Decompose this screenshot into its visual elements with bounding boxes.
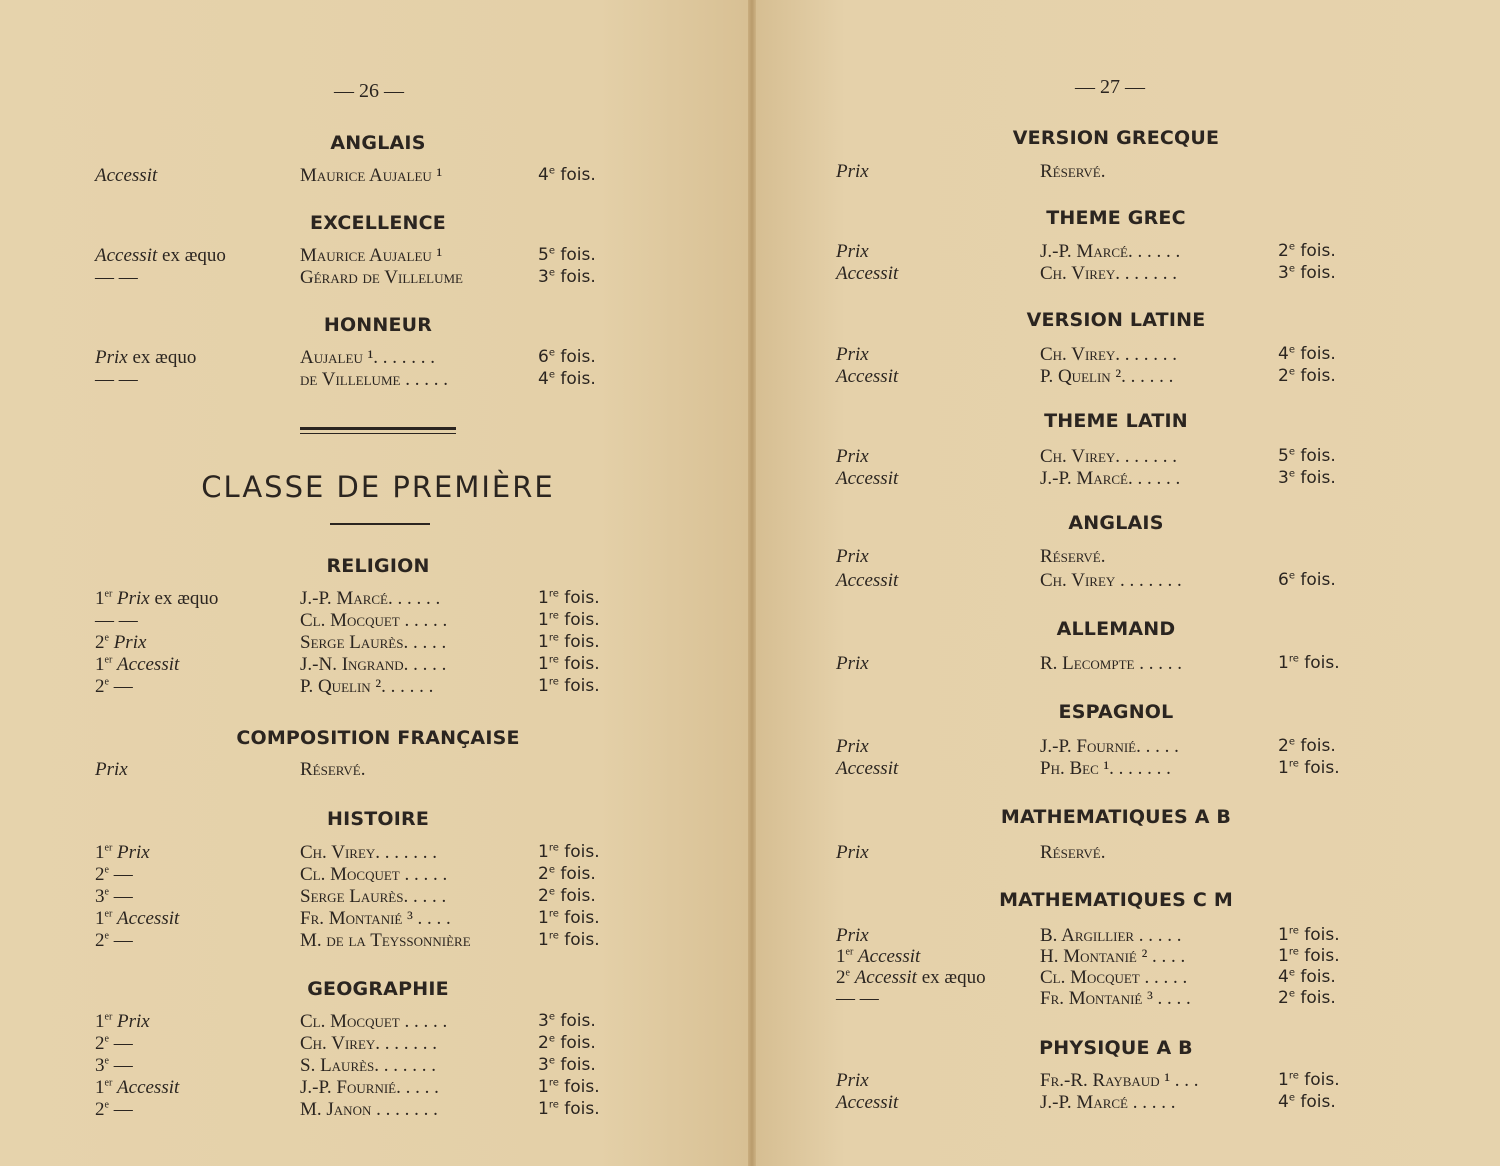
prize-row [756, 546, 1500, 568]
award-label: 2e Prix [95, 632, 147, 653]
times-count: 2e fois. [538, 1033, 596, 1053]
student-name: Cl. Mocquet . . . . . [300, 610, 448, 631]
section-heading: PHYSIQUE A B [1039, 1037, 1193, 1059]
prize-row [0, 908, 748, 930]
times-count: 1re fois. [538, 842, 600, 862]
prize-row [756, 736, 1500, 758]
prize-row [0, 759, 748, 781]
page-number: — 27 — [1075, 76, 1145, 98]
student-name: Maurice Aujaleu ¹ [300, 245, 443, 266]
times-count: 3e fois. [1278, 468, 1336, 488]
award-label: Prix [836, 446, 869, 467]
award-label: Accessit [836, 263, 899, 284]
times-count: 1re fois. [538, 654, 600, 674]
student-name: Ch. Virey. . . . . . . [1040, 263, 1178, 284]
student-name: J.-N. Ingrand. . . . . [300, 654, 447, 675]
prize-row [0, 864, 748, 886]
times-count: 1re fois. [538, 676, 600, 696]
award-label: Prix ex æquo [95, 347, 197, 368]
prize-row [756, 1070, 1500, 1092]
student-name: H. Montanié ² . . . . [1040, 946, 1186, 967]
award-label: Accessit [836, 468, 899, 489]
prize-row [756, 967, 1500, 989]
award-label: — — [95, 610, 138, 631]
prize-row [0, 676, 748, 698]
prize-row [756, 653, 1500, 675]
prize-row [756, 1092, 1500, 1114]
prize-row [0, 842, 748, 864]
section-heading: COMPOSITION FRANÇAISE [236, 727, 520, 749]
student-name: Ch. Virey . . . . . . . [1040, 570, 1182, 591]
section-heading: MATHEMATIQUES A B [1000, 806, 1232, 828]
prize-row [0, 245, 748, 267]
times-count: 2e fois. [1278, 366, 1336, 386]
section-heading: EXCELLENCE [310, 212, 446, 234]
times-count: 1re fois. [538, 1099, 600, 1119]
award-label: Prix [836, 241, 869, 262]
times-count: 4e fois. [1278, 1092, 1336, 1112]
prize-row [756, 758, 1500, 780]
award-label: 2e — [95, 676, 133, 697]
student-name: Cl. Mocquet . . . . . [300, 864, 448, 885]
times-count: 3e fois. [538, 1011, 596, 1031]
award-label: 1er Accessit [95, 654, 180, 675]
award-label: 2e Accessit ex æquo [836, 967, 986, 988]
prize-row [756, 161, 1500, 183]
prize-row [0, 886, 748, 908]
times-count: 3e fois. [538, 1055, 596, 1075]
student-name: Ch. Virey. . . . . . . [300, 1033, 438, 1054]
award-label: Prix [836, 653, 869, 674]
student-name: S. Laurès. . . . . . . [300, 1055, 437, 1076]
left-page [0, 0, 748, 1166]
times-count: 6e fois. [538, 347, 596, 367]
award-label: Accessit [836, 366, 899, 387]
section-heading: RELIGION [326, 555, 430, 577]
student-name: J.-P. Marcé. . . . . . [300, 588, 441, 609]
student-name: Fr. Montanié ³ . . . . [300, 908, 451, 929]
times-count: 1re fois. [1278, 653, 1340, 673]
title-rule [330, 523, 430, 525]
award-label: Prix [836, 344, 869, 365]
times-count: 2e fois. [538, 886, 596, 906]
times-count: 2e fois. [538, 864, 596, 884]
award-label: Prix [836, 736, 869, 757]
times-count: 1re fois. [538, 610, 600, 630]
prize-row [756, 468, 1500, 490]
prize-row [0, 1033, 748, 1055]
right-page [756, 0, 1500, 1166]
student-name: Cl. Mocquet . . . . . [1040, 967, 1188, 988]
award-label: 1er Prix ex æquo [95, 588, 219, 609]
award-label: 1er Prix [95, 1011, 150, 1032]
student-name: J.-P. Fournié. . . . . [1040, 736, 1179, 757]
student-name: Réservé. [1040, 546, 1106, 567]
times-count: 1re fois. [538, 930, 600, 950]
prize-row [0, 632, 748, 654]
prize-row [0, 1011, 748, 1033]
prize-row [756, 842, 1500, 864]
prize-row [0, 1055, 748, 1077]
award-label: Prix [836, 1070, 869, 1091]
section-heading: GEOGRAPHIE [307, 978, 449, 1000]
student-name: P. Quelin ². . . . . . [1040, 366, 1174, 387]
times-count: 2e fois. [1278, 736, 1336, 756]
award-label: 2e — [95, 930, 133, 951]
award-label: Prix [836, 161, 869, 182]
times-count: 1re fois. [1278, 758, 1340, 778]
times-count: 3e fois. [538, 267, 596, 287]
section-heading: ALLEMAND [1056, 618, 1176, 640]
award-label: 1er Prix [95, 842, 150, 863]
award-label: 2e — [95, 864, 133, 885]
class-title: CLASSE DE PREMIÈRE [201, 470, 555, 504]
times-count: 2e fois. [1278, 241, 1336, 261]
student-name: Réservé. [300, 759, 366, 780]
prize-row [756, 344, 1500, 366]
prize-row [0, 610, 748, 632]
prize-row [0, 1099, 748, 1121]
award-label: Prix [95, 759, 128, 780]
student-name: Serge Laurès. . . . . [300, 886, 447, 907]
prize-row [0, 165, 748, 187]
award-label: Accessit [836, 570, 899, 591]
times-count: 5e fois. [538, 245, 596, 265]
double-rule [300, 433, 456, 434]
times-count: 1re fois. [1278, 946, 1340, 966]
award-label: — — [95, 369, 138, 390]
student-name: M. de la Teyssonnière [300, 930, 471, 951]
award-label: 2e — [95, 1033, 133, 1054]
times-count: 4e fois. [538, 165, 596, 185]
award-label: 2e — [95, 1099, 133, 1120]
times-count: 2e fois. [1278, 988, 1336, 1008]
section-heading: THEME GREC [1046, 207, 1186, 229]
student-name: Réservé. [1040, 161, 1106, 182]
section-heading: MATHEMATIQUES C M [999, 889, 1233, 911]
prize-row [0, 654, 748, 676]
award-label: 3e — [95, 886, 133, 907]
section-heading: ANGLAIS [330, 132, 426, 154]
award-label: 1er Accessit [836, 946, 921, 967]
award-label: Prix [836, 842, 869, 863]
student-name: Ch. Virey. . . . . . . [1040, 446, 1178, 467]
student-name: M. Janon . . . . . . . [300, 1099, 438, 1120]
award-label: Prix [836, 546, 869, 567]
student-name: J.-P. Marcé . . . . . [1040, 1092, 1176, 1113]
student-name: Fr. Montanié ³ . . . . [1040, 988, 1191, 1009]
book-gutter [748, 0, 756, 1166]
times-count: 1re fois. [538, 588, 600, 608]
section-heading: ANGLAIS [1068, 512, 1164, 534]
prize-row [756, 241, 1500, 263]
section-heading: VERSION GRECQUE [1012, 127, 1220, 149]
prize-row [0, 369, 748, 391]
award-label: Accessit ex æquo [95, 245, 226, 266]
student-name: J.-P. Marcé. . . . . . [1040, 468, 1181, 489]
prize-row [756, 925, 1500, 947]
times-count: 1re fois. [538, 1077, 600, 1097]
times-count: 3e fois. [1278, 263, 1336, 283]
section-heading: HONNEUR [323, 314, 433, 336]
award-label: Accessit [95, 165, 158, 186]
award-label: — — [95, 267, 138, 288]
student-name: J.-P. Fournié. . . . . [300, 1077, 439, 1098]
times-count: 1re fois. [538, 908, 600, 928]
prize-row [0, 1077, 748, 1099]
prize-row [756, 570, 1500, 592]
prize-row [0, 347, 748, 369]
student-name: J.-P. Marcé. . . . . . [1040, 241, 1181, 262]
times-count: 5e fois. [1278, 446, 1336, 466]
student-name: de Villelume . . . . . [300, 369, 448, 390]
student-name: Ph. Bec ¹. . . . . . . [1040, 758, 1171, 779]
student-name: Fr.-R. Raybaud ¹ . . . [1040, 1070, 1199, 1091]
student-name: Serge Laurès. . . . . [300, 632, 447, 653]
award-label: Prix [836, 925, 869, 946]
prize-row [756, 988, 1500, 1010]
prize-row [0, 588, 748, 610]
prize-row [756, 263, 1500, 285]
double-rule [300, 427, 456, 430]
award-label: Accessit [836, 1092, 899, 1113]
award-label: — — [836, 988, 879, 1009]
student-name: Cl. Mocquet . . . . . [300, 1011, 448, 1032]
section-heading: THEME LATIN [1044, 410, 1188, 432]
award-label: 1er Accessit [95, 908, 180, 929]
student-name: Gérard de Villelume [300, 267, 463, 288]
section-heading: VERSION LATINE [1026, 309, 1206, 331]
prize-row [756, 366, 1500, 388]
award-label: 1er Accessit [95, 1077, 180, 1098]
times-count: 4e fois. [538, 369, 596, 389]
times-count: 4e fois. [1278, 344, 1336, 364]
page-number: — 26 — [334, 80, 404, 102]
student-name: P. Quelin ². . . . . . [300, 676, 434, 697]
award-label: Accessit [836, 758, 899, 779]
prize-row [756, 446, 1500, 468]
section-heading: ESPAGNOL [1058, 701, 1174, 723]
student-name: R. Lecompte . . . . . [1040, 653, 1182, 674]
times-count: 1re fois. [1278, 925, 1340, 945]
times-count: 1re fois. [1278, 1070, 1340, 1090]
student-name: Ch. Virey. . . . . . . [1040, 344, 1178, 365]
student-name: Maurice Aujaleu ¹ [300, 165, 443, 186]
section-heading: HISTOIRE [326, 808, 430, 830]
prize-row [0, 930, 748, 952]
student-name: B. Argillier . . . . . [1040, 925, 1182, 946]
prize-row [756, 946, 1500, 968]
student-name: Aujaleu ¹. . . . . . . [300, 347, 436, 368]
student-name: Réservé. [1040, 842, 1106, 863]
award-label: 3e — [95, 1055, 133, 1076]
prize-row [0, 267, 748, 289]
student-name: Ch. Virey. . . . . . . [300, 842, 438, 863]
times-count: 6e fois. [1278, 570, 1336, 590]
times-count: 1re fois. [538, 632, 600, 652]
times-count: 4e fois. [1278, 967, 1336, 987]
